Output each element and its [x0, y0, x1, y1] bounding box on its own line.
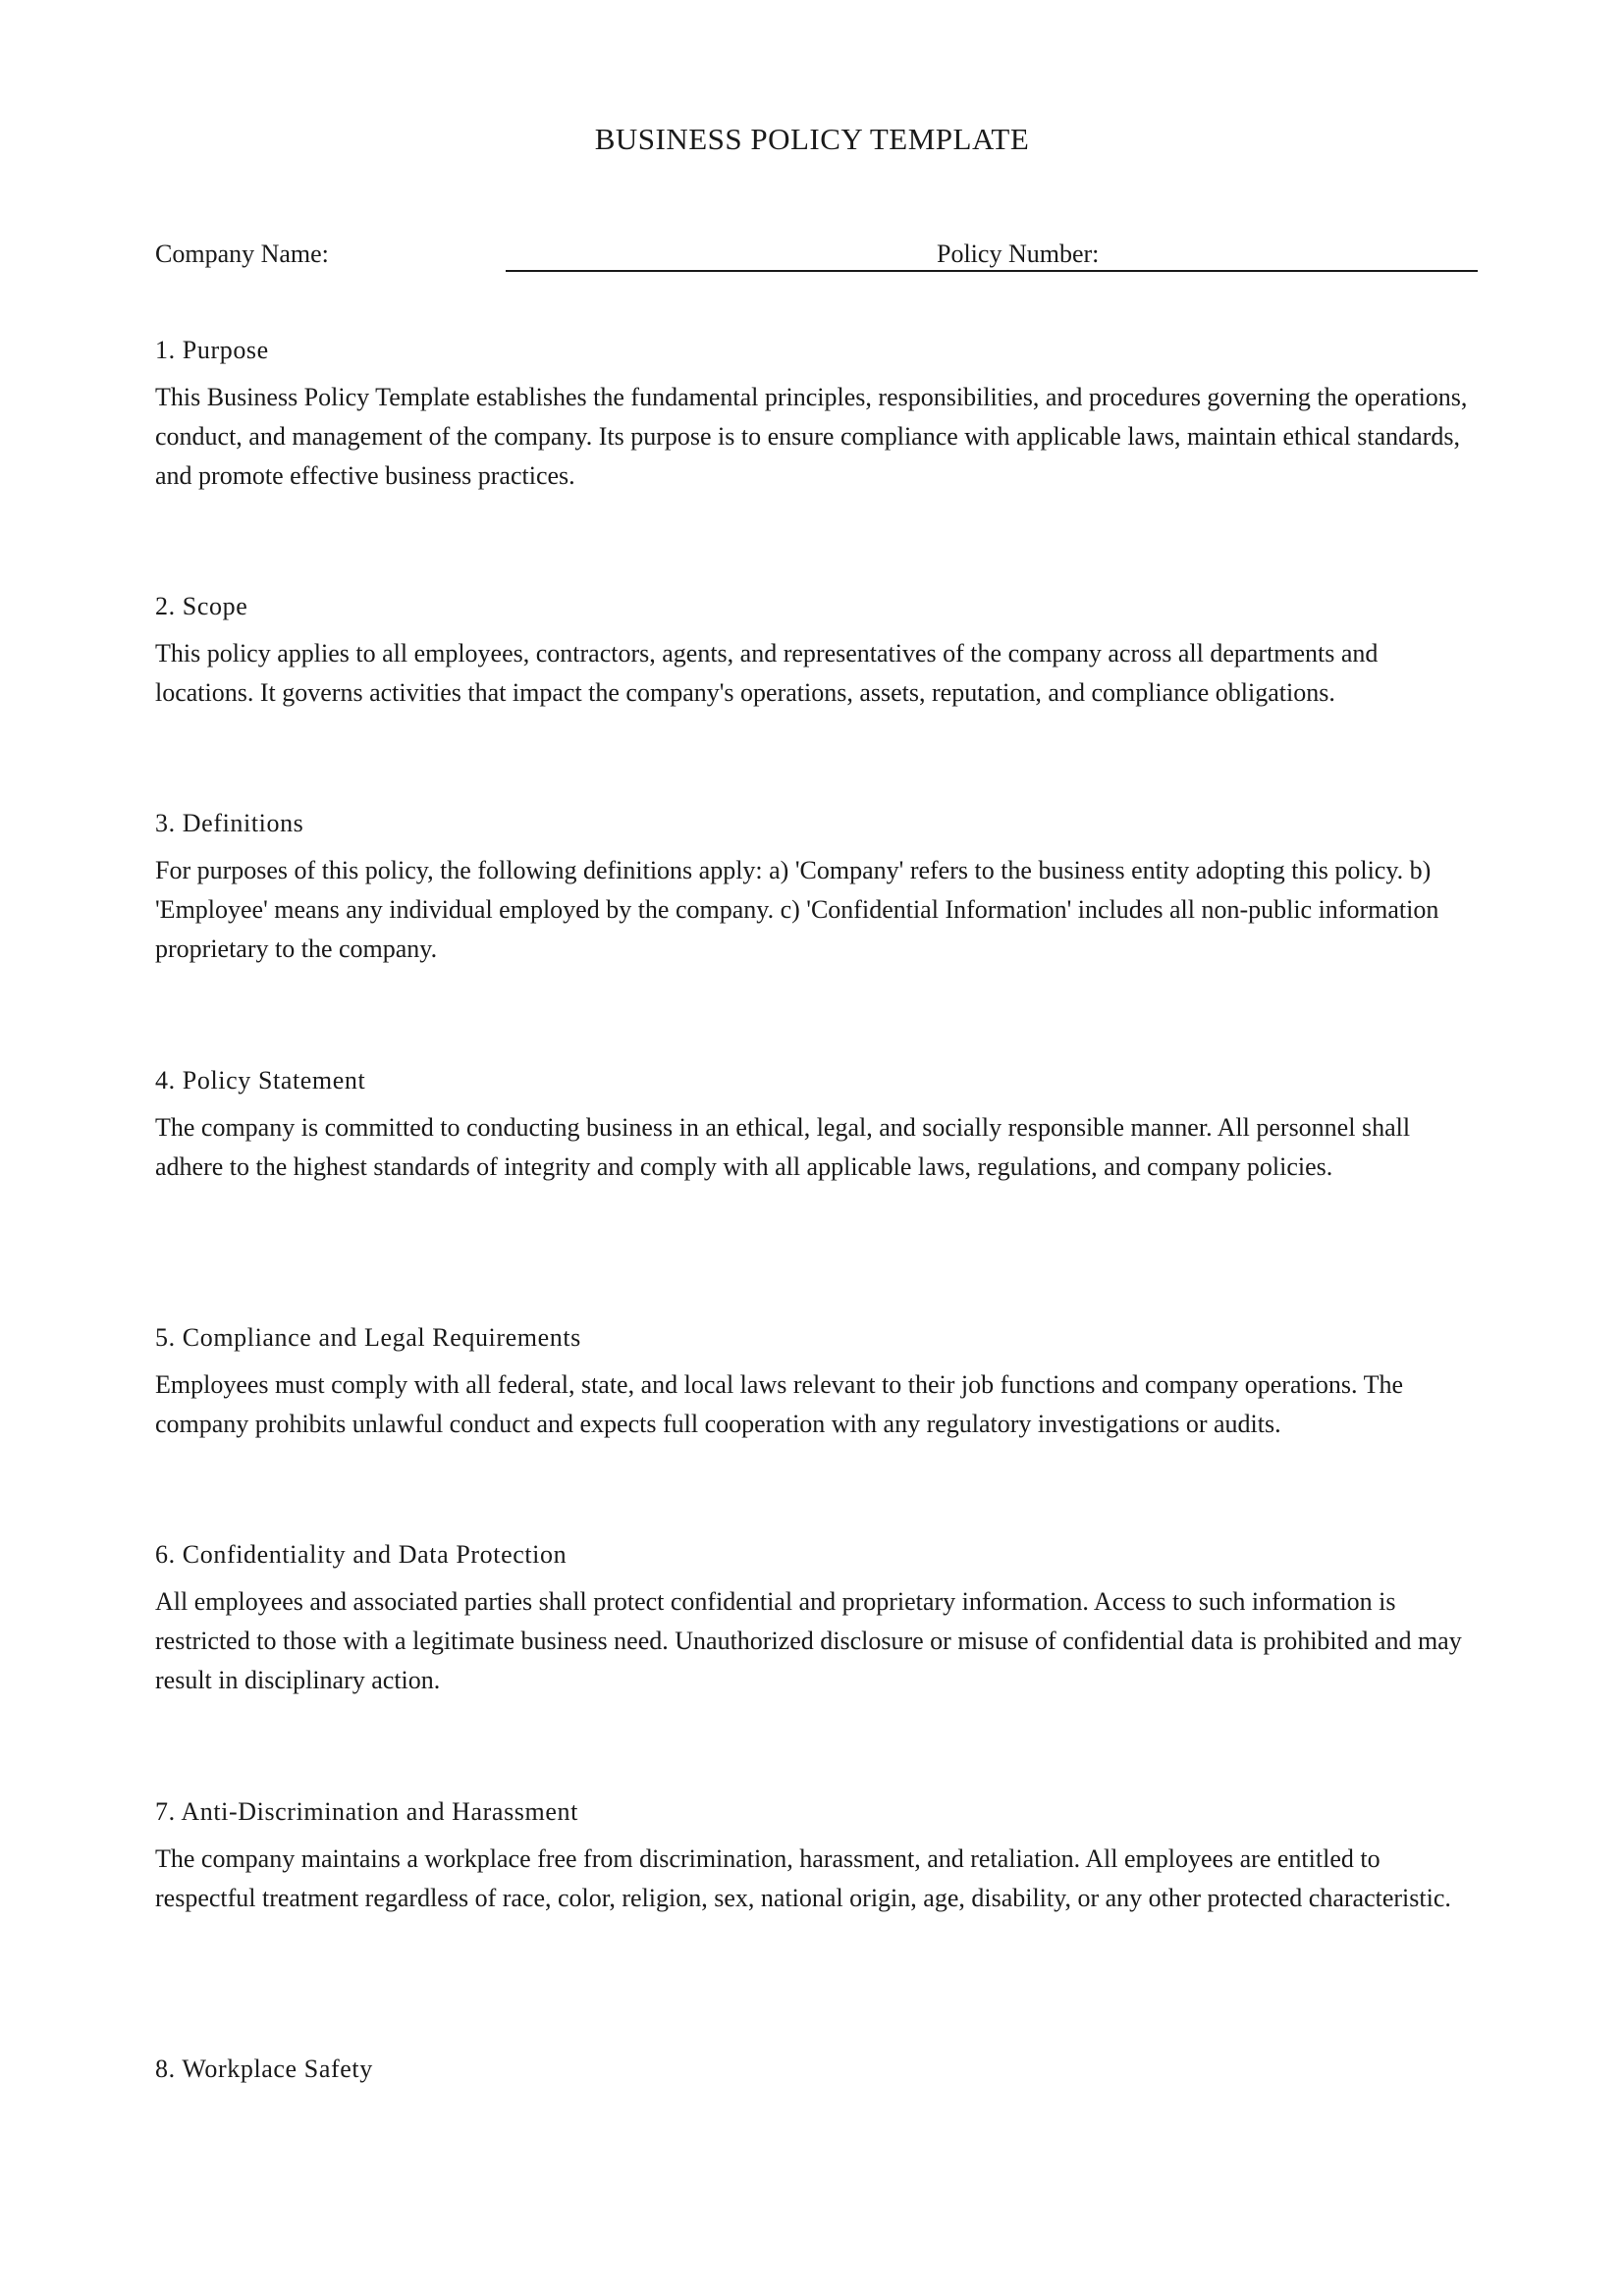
section-workplace-safety: [155, 2053, 1481, 2097]
section-confidentiality: [155, 1538, 1481, 1700]
section-heading: 8. Workplace Safety: [155, 2055, 373, 2083]
section-body: This policy applies to all employees, contractors, agents, and representatives of the company across all departments and locations. It governs activities that impact the company's operations, assets, reputation, and compliance obligations.: [155, 639, 1379, 707]
company-name-label: Company Name:: [155, 240, 329, 268]
section-heading: 7. Anti-Discrimination and Harassment: [155, 1797, 578, 1826]
section-scope: [155, 590, 1481, 713]
section-heading: 1. Purpose: [155, 336, 269, 364]
section-body: This Business Policy Template establishes the fundamental principles, responsibilities, and procedures governing the operations, conduct, and management of the company. Its purpose is to ensure compliance with applicable laws, maintain ethical standards, and promote effective business practices.: [155, 383, 1468, 490]
section-body: For purposes of this policy, the following definitions apply: a) 'Company' refers to the business entity adopting this policy. b) 'Employee' means any individual employed by the company. c) 'Confidential Information' includes all non-public information proprietary to the company.: [155, 856, 1439, 963]
section-heading: 3. Definitions: [155, 809, 304, 837]
section-body: The company is committed to conducting business in an ethical, legal, and socially responsible manner. All personnel shall adhere to the highest standards of integrity and comply with all applicable laws, regulations, and company policies.: [155, 1113, 1411, 1181]
document-title: BUSINESS POLICY TEMPLATE: [594, 122, 1030, 156]
policy-number-label: Policy Number:: [937, 240, 1100, 268]
section-heading: 4. Policy Statement: [155, 1066, 366, 1095]
section-body: All employees and associated parties shall protect confidential and proprietary information. Access to such information is restricted to those with a legitimate business need. Unauthorized disclosure or misuse of confidential data is prohibited and may result in disciplinary action.: [155, 1587, 1462, 1694]
header-fields: [155, 236, 1481, 275]
section-body: Employees must comply with all federal, state, and local laws relevant to their job functions and company operations. The company prohibits unlawful conduct and expects full cooperation with any regulatory investigations or audits.: [155, 1370, 1404, 1438]
company-name-field-line[interactable]: [506, 270, 1478, 272]
section-heading: 5. Compliance and Legal Requirements: [155, 1323, 581, 1352]
section-heading: 6. Confidentiality and Data Protection: [155, 1540, 568, 1569]
section-compliance: [155, 1321, 1481, 1444]
section-policy-statement: [155, 1064, 1481, 1187]
section-heading: 2. Scope: [155, 592, 248, 620]
section-purpose: [155, 334, 1481, 496]
section-anti-discrimination: [155, 1795, 1481, 1918]
section-body: The company maintains a workplace free from discrimination, harassment, and retaliation. All employees are entitled to respectful treatment regardless of race, color, religion, sex, national origin, age, disability, or any other protected characteristic.: [155, 1844, 1451, 1912]
section-definitions: [155, 807, 1481, 969]
